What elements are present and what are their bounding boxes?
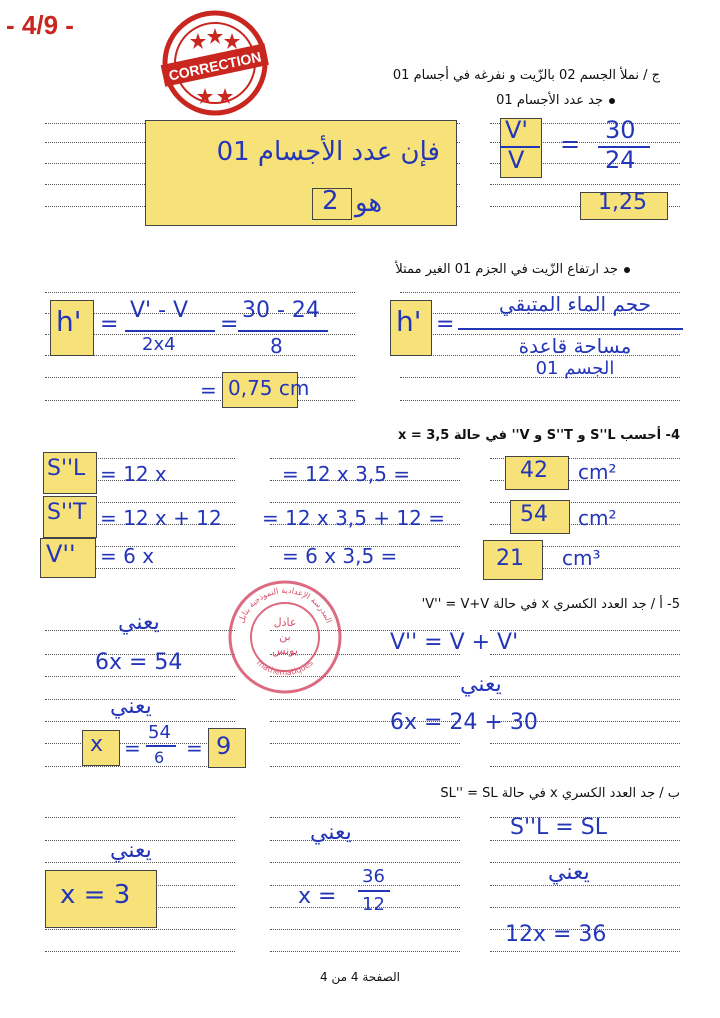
- q4-row1-calc: = 12 x 3,5 =: [282, 462, 411, 486]
- svg-text:بن: بن: [279, 630, 291, 643]
- q5b-mid-yani: يعني: [310, 820, 352, 845]
- q3c-sentence-1: فإن عدد الأجسام 01: [216, 137, 440, 167]
- q3d-num2: 30 - 24: [242, 298, 320, 323]
- q5a-right-eq2: 6x = 24 + 30: [390, 710, 538, 735]
- q3c-vprime: V': [505, 116, 529, 144]
- q4-row2-calc: = 12 x 3,5 + 12 =: [262, 506, 445, 530]
- svg-text:المدرسة الإعدادية النموذجية بن: المدرسة الإعدادية النموذجية بنابل: [236, 585, 334, 625]
- q5a-eq1: 6x = 54: [95, 650, 183, 675]
- q4-row3-label: V'': [46, 540, 76, 568]
- q5a-title: 5- أ / جد العدد الكسري x في حالة V'' = V+V': [421, 597, 680, 612]
- q3c-24: 24: [605, 146, 636, 174]
- q4-row3-calc: = 6 x 3,5 =: [282, 544, 398, 568]
- q5b-right-yani: يعني: [548, 860, 590, 885]
- q5a-right-yani: يعني: [460, 672, 502, 697]
- bullet-icon: [624, 267, 630, 273]
- q5b-right-eq1: S''L = SL: [510, 815, 607, 840]
- q5a-x: x: [90, 732, 104, 757]
- page-number: - 4/9 -: [6, 10, 74, 40]
- q4-row1-label: S''L: [47, 456, 86, 481]
- q3c-sentence-highlight: [145, 120, 457, 226]
- q3c-eq: =: [560, 130, 581, 158]
- q3d-right-den2: الجسم 01: [535, 358, 615, 379]
- q3c-sentence-2: هو: [355, 188, 383, 218]
- svg-text:mathematiques: mathematiques: [255, 658, 315, 678]
- q4-title: 4- أحسب S''L و S''T و V'' في حالة x = 3,5: [397, 428, 680, 443]
- q4-row1-unit: cm²: [578, 460, 617, 484]
- q3c-result: 1,25: [598, 190, 647, 215]
- q5b-title: ب / جد العدد الكسري x في حالة SL'' = SL: [440, 786, 680, 801]
- q3d-den: 2x4: [142, 334, 176, 355]
- school-stamp: [226, 578, 344, 696]
- page-footer: الصفحة 4 من 4: [320, 970, 400, 984]
- svg-text:CORRECTION: CORRECTION: [167, 48, 263, 84]
- correction-stamp: [160, 8, 270, 118]
- q4-row2-value: 54: [520, 502, 548, 527]
- q4-row1-value: 42: [520, 458, 548, 483]
- bullet-icon: [609, 98, 615, 104]
- q5a-eq: =: [186, 736, 203, 760]
- q5b-right-eq2: 12x = 36: [505, 922, 607, 947]
- q3c-30: 30: [605, 116, 636, 144]
- q3d-bullet: جد ارتفاع الزّيت في الجزم 01 الغير ممتلأ: [395, 262, 630, 277]
- q4-row3-unit: cm³: [562, 546, 601, 570]
- svg-text:عادل: عادل: [273, 616, 297, 629]
- q3c-title: ج / نملأ الجسم 02 بالزّيت و نفرغه في أجسام 01: [392, 68, 660, 83]
- q3d-hprime: h': [56, 305, 82, 338]
- q5b-mid-x: x =: [298, 884, 337, 909]
- q4-row3-expr: = 6 x: [100, 544, 155, 568]
- q3d-right-den1: مساحة قاعدة: [518, 334, 632, 358]
- q4-row2-unit: cm²: [578, 506, 617, 530]
- q5b-mid-num: 36: [362, 866, 385, 887]
- q3d-num: V' - V: [130, 298, 189, 323]
- q3d-right-num: حجم الماء المتبقي: [498, 292, 652, 316]
- q5a-frac-den: 6: [154, 748, 165, 767]
- q4-row2-label: S''T: [47, 500, 87, 525]
- q3c-v: V: [508, 146, 525, 174]
- q5b-mid-den: 12: [362, 894, 385, 915]
- q4-row3-value: 21: [496, 546, 524, 571]
- svg-text:يونس: يونس: [272, 644, 298, 657]
- q5a-frac-num: 54: [148, 722, 171, 743]
- q5a-yani-2: يعني: [110, 694, 152, 719]
- q3d-right-hprime: h': [396, 305, 422, 338]
- q5b-left-yani: يعني: [110, 838, 152, 863]
- q5b-answer: x = 3: [60, 880, 131, 910]
- q4-row2-expr: = 12 x + 12: [100, 506, 222, 530]
- q3d-result: 0,75 cm: [228, 376, 310, 400]
- q4-row1-expr: = 12 x: [100, 462, 167, 486]
- q5a-yani-1: يعني: [118, 610, 160, 635]
- q5a-answer: 9: [216, 732, 232, 760]
- q3c-bullet: جد عدد الأجسام 01: [496, 93, 615, 108]
- q3d-den2: 8: [270, 334, 283, 358]
- q5a-right-eq1: V'' = V + V': [390, 630, 519, 655]
- q3c-answer: 2: [322, 186, 339, 216]
